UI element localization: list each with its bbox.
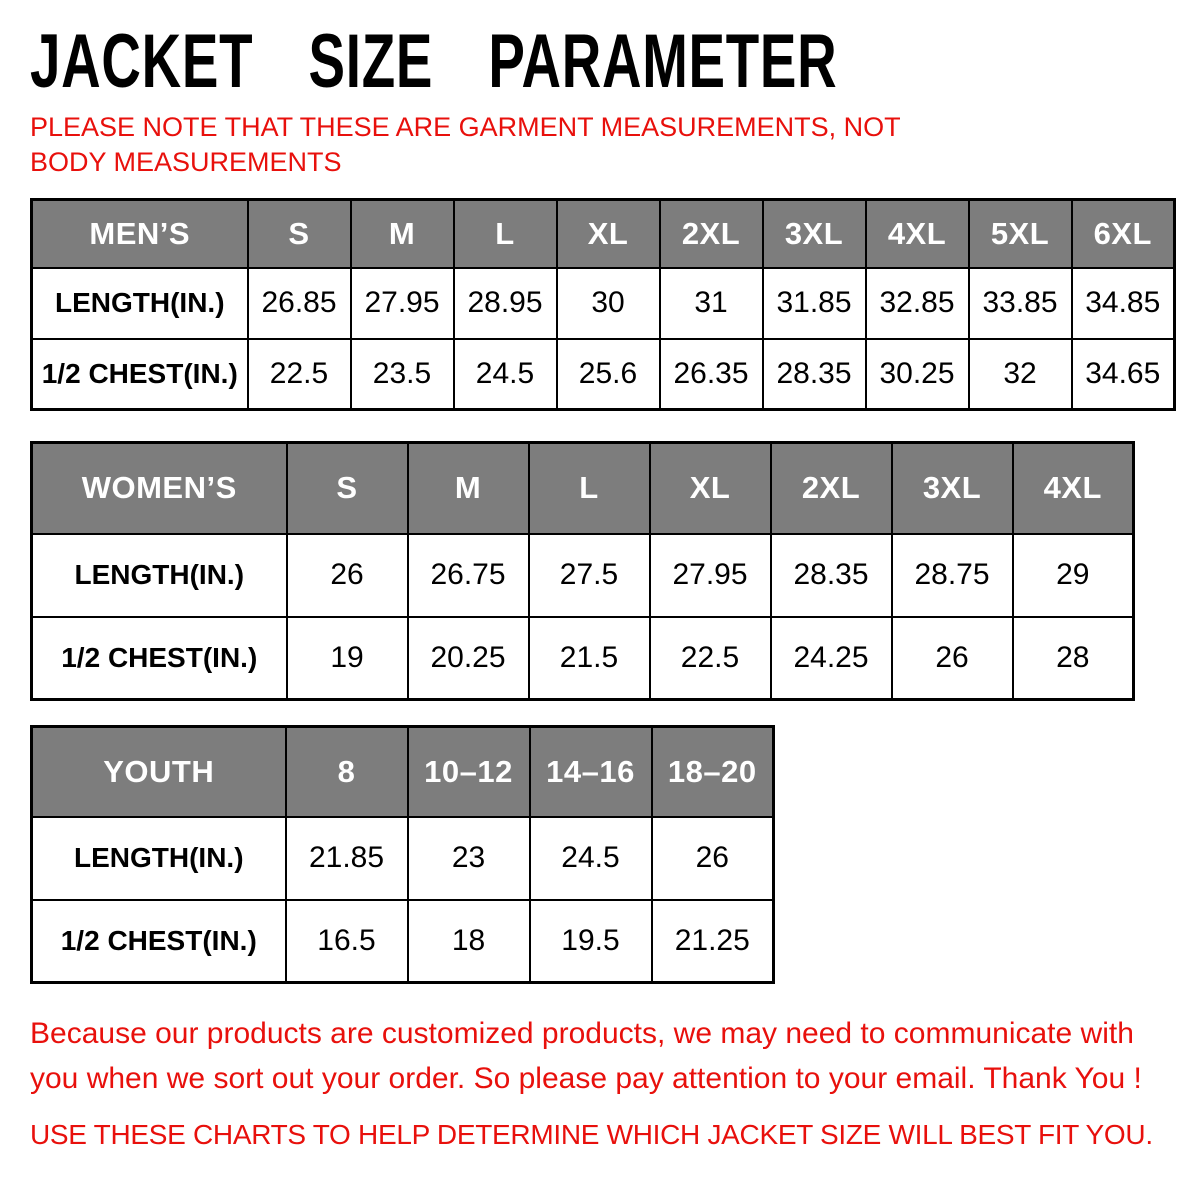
size-col-header: 18–20 [652,727,774,817]
mens-table-title: MEN’S [32,200,248,268]
table-row [32,817,774,900]
measurement-cell: 21.85 [286,817,408,900]
measurement-cell: 28.35 [763,339,866,410]
womens-table-title: WOMEN’S [32,443,287,534]
measurement-cell: 32 [969,339,1072,410]
measurement-cell: 21.5 [529,617,650,700]
youth-size-table [30,725,775,984]
measurement-cell: 27.5 [529,534,650,617]
size-col-header: 8 [286,727,408,817]
measurement-cell: 24.25 [771,617,892,700]
measurement-cell: 24.5 [530,817,652,900]
table-row [32,534,1134,617]
measurement-cell: 34.65 [1072,339,1175,410]
measurement-cell: 28 [1013,617,1134,700]
size-col-header: 4XL [1013,443,1134,534]
measurement-cell: 28.95 [454,268,557,339]
row-label: 1/2 CHEST(IN.) [32,339,248,410]
row-label: LENGTH(IN.) [32,534,287,617]
measurement-cell: 26.35 [660,339,763,410]
table-row [32,268,1175,339]
measurement-cell: 30.25 [866,339,969,410]
measurement-cell: 32.85 [866,268,969,339]
size-col-header: XL [650,443,771,534]
measurement-cell: 26.75 [408,534,529,617]
size-col-header: XL [557,200,660,268]
size-col-header: 4XL [866,200,969,268]
row-label: 1/2 CHEST(IN.) [32,617,287,700]
measurement-cell: 31.85 [763,268,866,339]
youth-table-title: YOUTH [32,727,286,817]
measurement-cell: 23 [408,817,530,900]
measurement-cell: 21.25 [652,900,774,983]
womens-size-table [30,441,1135,701]
measurement-cell: 28.35 [771,534,892,617]
youth-header-row [32,727,774,817]
custom-order-notice: Because our products are customized products, we may need to communicate with you when we sort out your order. So please pay attention to your email. Thank You ! [30,1017,1142,1095]
measurement-cell: 26 [652,817,774,900]
mens-size-table [30,198,1176,411]
table-row [32,617,1134,700]
mens-header-row [32,200,1175,268]
row-label: LENGTH(IN.) [32,817,286,900]
measurement-cell: 28.75 [892,534,1013,617]
measurement-cell: 22.5 [650,617,771,700]
womens-header-row [32,443,1134,534]
measurement-cell: 23.5 [351,339,454,410]
measurement-cell: 27.95 [351,268,454,339]
measurement-cell: 26 [287,534,408,617]
size-col-header: L [454,200,557,268]
measurement-cell: 18 [408,900,530,983]
page-title: JACKET SIZE PARAMETER [30,19,838,104]
measurement-cell: 29 [1013,534,1134,617]
measurement-cell: 26 [892,617,1013,700]
measurement-cell: 25.6 [557,339,660,410]
measurement-cell: 34.85 [1072,268,1175,339]
size-col-header: 14–16 [530,727,652,817]
measurement-cell: 26.85 [248,268,351,339]
chart-usage-advice: USE THESE CHARTS TO HELP DETERMINE WHICH JACKET SIZE WILL BEST FIT YOU. [30,1118,1153,1150]
size-col-header: 2XL [660,200,763,268]
measurement-cell: 31 [660,268,763,339]
size-col-header: 3XL [892,443,1013,534]
measurement-cell: 22.5 [248,339,351,410]
size-col-header: M [351,200,454,268]
measurement-cell: 30 [557,268,660,339]
measurement-cell: 16.5 [286,900,408,983]
row-label: LENGTH(IN.) [32,268,248,339]
size-col-header: S [248,200,351,268]
measurement-cell: 27.95 [650,534,771,617]
measurement-cell: 33.85 [969,268,1072,339]
row-label: 1/2 CHEST(IN.) [32,900,286,983]
garment-measurement-note: PLEASE NOTE THAT THESE ARE GARMENT MEASUREMENTS, NOT BODY MEASUREMENTS [30,112,901,178]
size-col-header: 10–12 [408,727,530,817]
size-col-header: 2XL [771,443,892,534]
table-row [32,900,774,983]
measurement-cell: 19 [287,617,408,700]
size-col-header: 3XL [763,200,866,268]
size-col-header: L [529,443,650,534]
measurement-cell: 24.5 [454,339,557,410]
size-col-header: M [408,443,529,534]
table-row [32,339,1175,410]
size-col-header: 5XL [969,200,1072,268]
measurement-cell: 20.25 [408,617,529,700]
size-col-header: 6XL [1072,200,1175,268]
measurement-cell: 19.5 [530,900,652,983]
size-col-header: S [287,443,408,534]
